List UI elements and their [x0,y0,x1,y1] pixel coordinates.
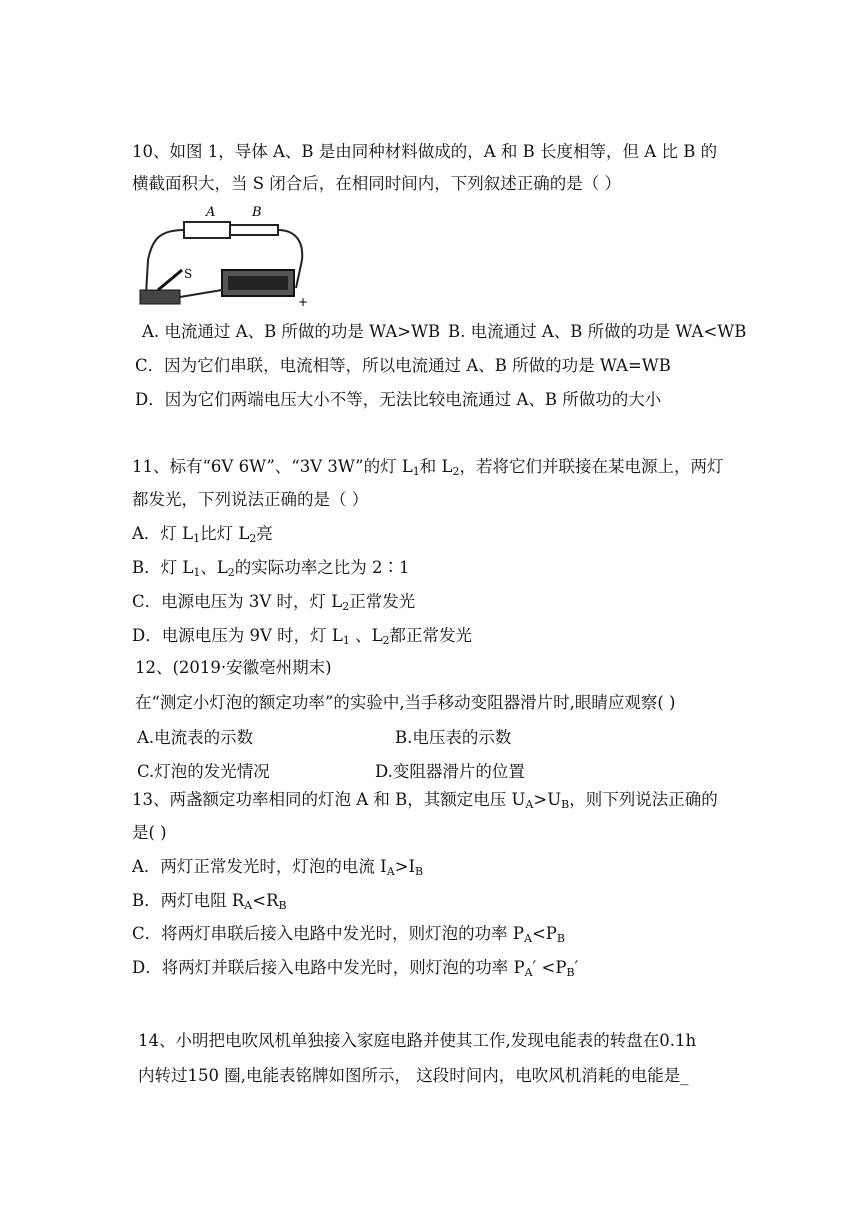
battery-plus-icon: + [298,295,309,309]
figure-label-b: B [252,205,262,220]
q12-stem-line1: 12、(2019·安徽亳州期末) [135,658,332,677]
q12-option-a: A.电流表的示数 [137,728,254,747]
q10-option-d: D．因为它们两端电压大小不等，无法比较电流通过 A、B 所做功的大小 [135,390,662,409]
q14-stem-line2: 内转过150 圈,电能表铭牌如图所示， 这段时间内，电吹风机消耗的电能是_ [138,1066,689,1085]
q11-stem-line2: 都发光，下列说法正确的是（ ） [132,490,369,509]
q13-option-a: A．两灯正常发光时，灯泡的电流 $I_A>I_B$ [132,857,424,878]
q10-stem-line1: 10、如图 1，导体 A、B 是由同种材料做成的，A 和 B 长度相等，但 A 比 B 的 [132,142,718,161]
q10-stem-line2: 横截面积大，当 S 闭合后，在相同时间内，下列叙述正确的是（ ） [132,174,622,193]
q12-option-d: D.变阻器滑片的位置 [375,762,525,781]
battery-inner [228,276,288,290]
q11-option-c: C．电源电压为 3V 时，灯 $L_2$正常发光 [132,592,416,613]
wire-bottom [180,290,222,297]
q12-stem-line2: 在“测定小灯泡的额定功率”的实验中,当手移动变阻器滑片时,眼睛应观察( ) [135,693,676,712]
switch-lever [158,270,182,290]
q10-option-b: B. 电流通过 A、B 所做的功是 WA<WB [448,322,747,341]
conductor-a [184,222,230,238]
q13-stem-line1: 13、两盏额定功率相同的灯泡 A 和 B，其额定电压 $U_A>U_B$，则下列说法正确的 [132,790,718,811]
switch-base [140,290,180,304]
q11-option-a: A．灯 $L_1$比灯 $L_2$亮 [132,524,273,545]
q11-stem-line1: 11、标有“6V 6W”、“3V 3W”的灯 $L_1$和 $L_2$，若将它们并联接在某电源上，两灯 [132,457,724,478]
q13-option-d: D．将两灯并联后接入电路中发光时，则灯泡的功率 $P_A' <P_B'$ [132,958,579,979]
q10-option-a: A. 电流通过 A、B 所做的功是 WA>WB [142,322,441,341]
circuit-figure [134,200,314,312]
q10-option-c: C．因为它们串联，电流相等，所以电流通过 A、B 所做的功是 WA=WB [135,356,671,375]
q13-stem-line2: 是( ) [132,823,167,842]
q11-option-b: B．灯 $L_1$、$L_2$的实际功率之比为 2∶1 [132,558,410,579]
q12-option-b: B.电压表的示数 [395,728,512,747]
q14-stem-line1: 14、小明把电吹风机单独接入家庭电路并使其工作,发现电能表的转盘在0.1h [138,1031,697,1050]
q13-option-c: C．将两灯串联后接入电路中发光时，则灯泡的功率 $P_A<P_B$ [132,924,565,945]
conductor-b [230,225,278,235]
figure-label-a: A [206,205,216,220]
q13-option-b: B．两灯电阻 $R_A<R_B$ [132,891,287,912]
q11-option-d: D．电源电压为 9V 时，灯 $L_1$ 、$L_2$都正常发光 [132,626,473,647]
q12-option-c: C.灯泡的发光情况 [137,762,270,781]
figure-label-s: S [184,267,193,281]
